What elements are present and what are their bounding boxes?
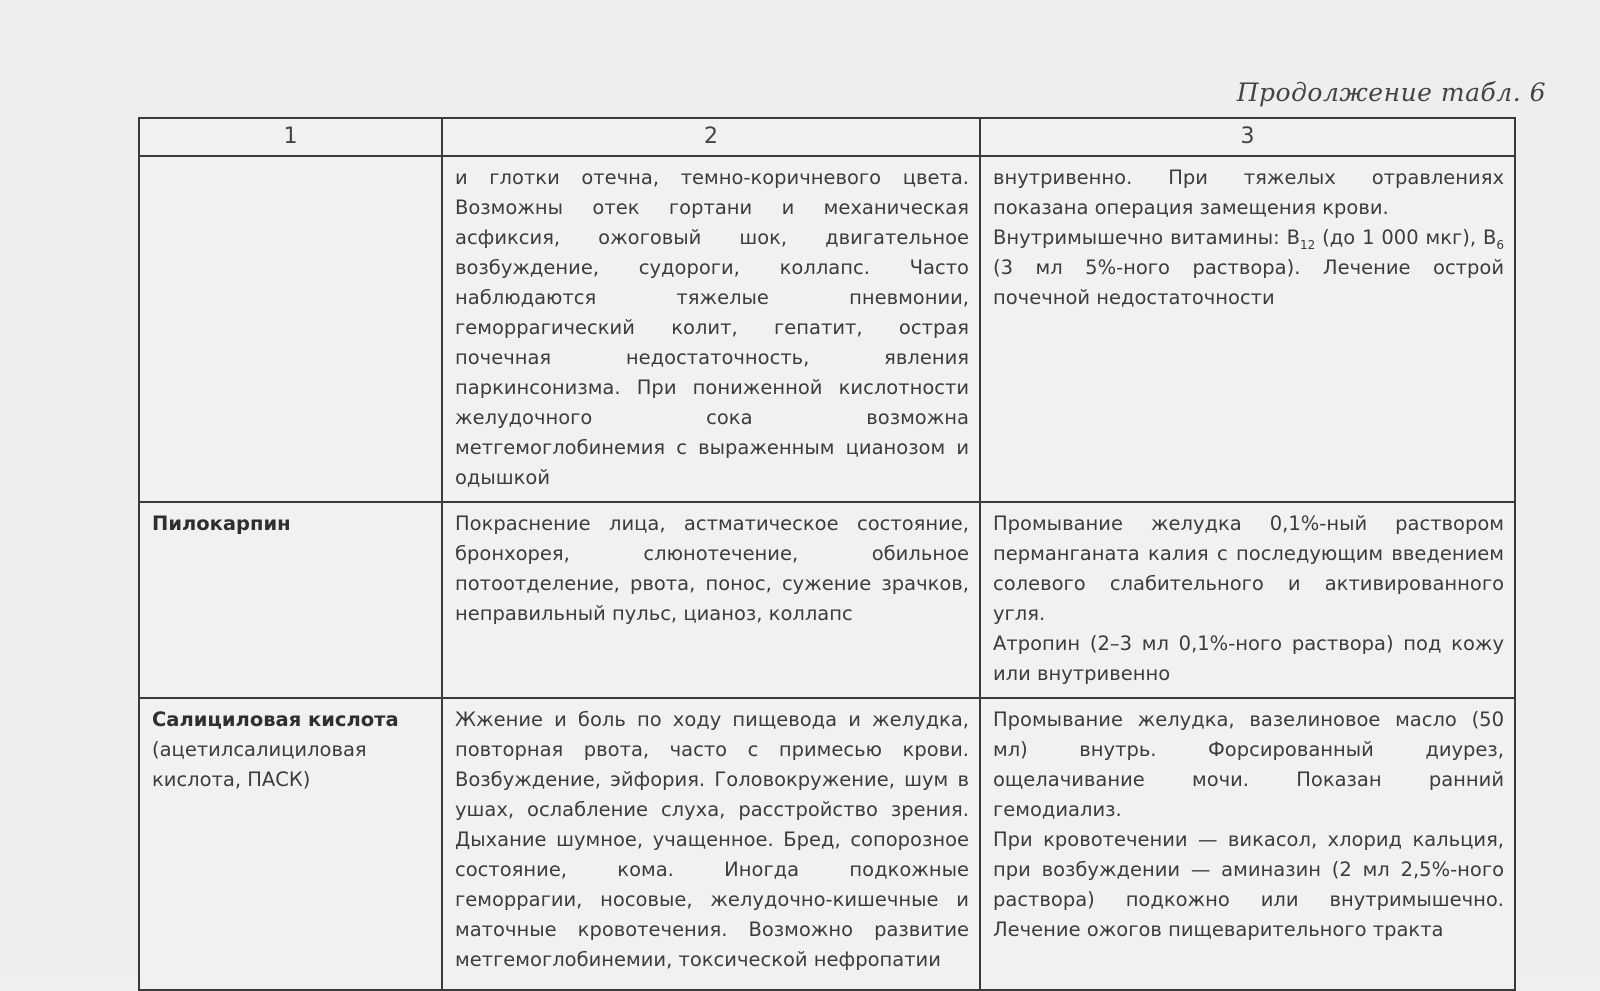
poisoning-table [138, 117, 1516, 991]
header-col-3: 3 [980, 118, 1515, 156]
header-col-2: 2 [442, 118, 980, 156]
symptoms-text: Покраснение лица, астматическое состояние, бронхорея, слюнотечение, обильное потоотделение, рвота, понос, сужение зрачков, неправильный пульс, цианоз, коллапс [455, 512, 969, 625]
treatment-text-b: (до 1 000 мкг), B [1315, 226, 1497, 249]
cell-symptoms [442, 156, 980, 502]
symptoms-text: и глотки отечна, темно-коричневого цвета. Возможны отек гортани и механическая асфиксия, ожоговый шок, двигательное возбуждение, судороги, коллапс. Часто наблюдаются тяжелые пневмонии, геморрагический колит, гепатит, острая почечная недостаточность, явления паркинсонизма. При пониженной кислотности желудочного сока возможна метгемоглобинемия с выраженным цианозом и одышкой [455, 166, 969, 489]
treatment-paragraph-2: При кровотечении — викасол, хлорид кальция, при возбуждении — аминазин (2 мл 2,5%-ного раствора) подкожно или внутримышечно. Лечение ожогов пищеварительного тракта [993, 828, 1504, 941]
treatment-paragraph-2: Атропин (2–3 мл 0,1%-ного раствора) под кожу или внутривенно [993, 632, 1504, 685]
substance-name: Пилокарпин [152, 512, 291, 535]
cell-symptoms [442, 698, 980, 990]
table-header-row [139, 118, 1515, 156]
treatment-paragraph-1: Промывание желудка 0,1%-ный раствором перманганата калия с последующим введением солевого слабительного и активированного угля. [993, 512, 1504, 625]
treatment-text-a: Внутримышечно витамины: B [993, 226, 1300, 249]
treatment-paragraph-1: Промывание желудка, вазелиновое масло (50 мл) внутрь. Форсированный диурез, ощелачивание мочи. Показан ранний гемодиализ. [993, 708, 1504, 821]
treatment-paragraph-1: внутривенно. При тяжелых отравлениях показана операция замещения крови. [993, 166, 1504, 219]
cell-symptoms [442, 502, 980, 698]
symptoms-text: Жжение и боль по ходу пищевода и желудка, повторная рвота, часто с примесью крови. Возбуждение, эйфория. Головокружение, шум в ушах, ослабление слуха, расстройство зрения. Дыхание шумное, учащенное. Бред, сопорозное состояние, кома. Иногда подкожные геморрагии, носовые, желудочно-кишечные и маточные кровотечения. Возможно развитие метгемоглобинемии, токсической нефропатии [455, 708, 969, 971]
cell-substance [139, 502, 442, 698]
table-caption: Продолжение табл. 6 [1236, 78, 1546, 107]
substance-name: Салициловая кислота [152, 708, 399, 731]
substance-detail: (ацетилсалициловая кислота, ПАСК) [152, 738, 367, 791]
vitamin-b12-subscript: 12 [1299, 237, 1316, 252]
treatment-text-c: (3 мл 5%-ного раствора). Лечение острой почечной недостаточности [993, 256, 1504, 309]
cell-treatment [980, 698, 1515, 990]
header-col-1: 1 [139, 118, 442, 156]
cell-substance [139, 156, 442, 502]
table-row [139, 502, 1515, 698]
cell-treatment [980, 156, 1515, 502]
table-row [139, 698, 1515, 990]
cell-treatment [980, 502, 1515, 698]
treatment-paragraph-2 [993, 223, 1504, 313]
cell-substance [139, 698, 442, 990]
vitamin-b6-subscript: 6 [1496, 237, 1504, 252]
table-row [139, 156, 1515, 502]
